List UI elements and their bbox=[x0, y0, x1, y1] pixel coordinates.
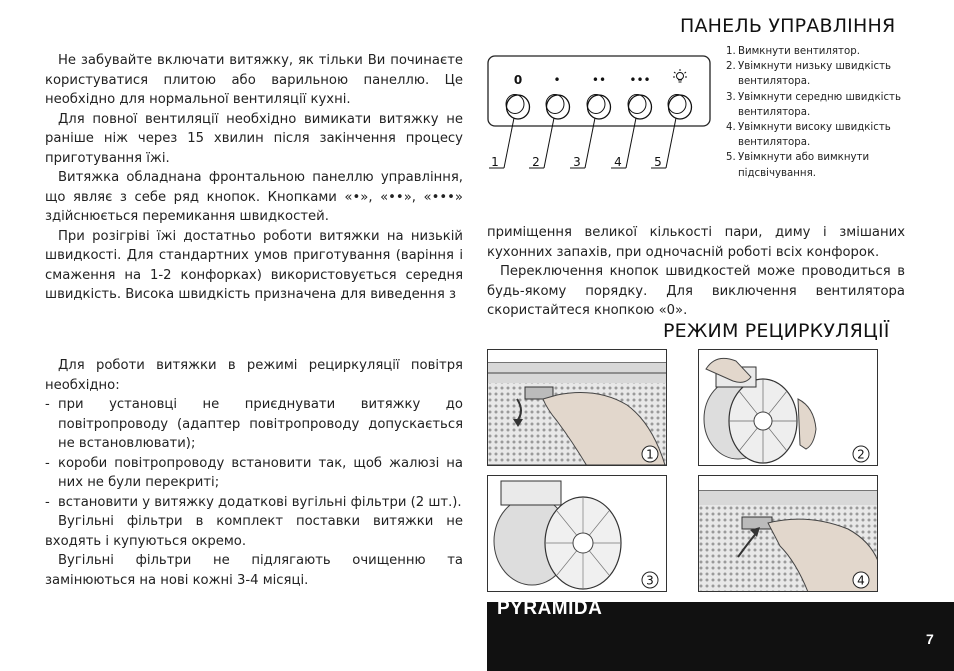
left-column-bottom bbox=[45, 356, 463, 590]
photo-number-badge bbox=[640, 444, 660, 464]
button-symbol: ••• bbox=[629, 73, 651, 87]
control-panel-diagram bbox=[487, 55, 712, 175]
paragraph: Витяжка обладнана фронтальною панеллю управління, що являє з себе ряд кнопок. Кнопками «•», «••», «•••» здійснюється перемикання швидкостей. bbox=[45, 170, 463, 224]
callout-number: 3 bbox=[573, 155, 581, 169]
paragraph: приміщення великої кількості пари, диму і змішаних кухонних запахів, при одночасній роботі всіх конфорок. bbox=[487, 225, 905, 260]
requirements-list bbox=[45, 395, 463, 512]
control-steps-list bbox=[726, 44, 926, 181]
paragraph: При розігріві їжі достатньо роботи витяжки на низькій швидкості. Для стандартних умов приготування (варіння і смаження на 1-2 конфорках) використовується середня швидкість. Висока швидкість призначена для виведення з bbox=[45, 228, 463, 302]
callout-number: 4 bbox=[614, 155, 622, 169]
button-symbol: •• bbox=[591, 73, 607, 87]
left-column-top bbox=[45, 51, 463, 305]
paragraph: Вугільні фільтри в комплект поставки витяжки не входять і купуються окремо. bbox=[45, 514, 463, 549]
svg-text:1: 1 bbox=[646, 447, 654, 462]
photo-number-badge bbox=[851, 444, 871, 464]
svg-text:2: 2 bbox=[857, 447, 865, 462]
speed-0-button bbox=[506, 95, 530, 120]
list-item: 4. Увімкнути високу швидкість вентилятора. bbox=[726, 122, 891, 149]
recirculation-heading: РЕЖИМ РЕЦИРКУЛЯЦІЇ bbox=[663, 320, 890, 342]
list-item: 2. Увімкнути низьку швидкість вентилятора. bbox=[726, 61, 892, 88]
paragraph: Для роботи витяжки в режимі рециркуляції повітря необхідно: bbox=[45, 358, 463, 393]
paragraph: Переключення кнопок швидкостей може проводиться в будь-якому порядку. Для виключення вентилятора скористайтеся кнопкою «0». bbox=[487, 264, 905, 318]
callout-number: 1 bbox=[491, 155, 499, 169]
list-item: 1. Вимкнути вентилятор. bbox=[726, 46, 860, 57]
button-symbol: 0 bbox=[513, 73, 523, 87]
svg-text:4: 4 bbox=[857, 573, 865, 588]
page-number: 7 bbox=[926, 631, 934, 647]
light-button bbox=[668, 95, 692, 120]
list-item: - при установці не приєднувати витяжку до повітропроводу (адаптер повітропроводу допускається не встановлювати); bbox=[45, 395, 463, 454]
brand-logo: PYRAMIDA bbox=[497, 598, 603, 619]
speed-1-button bbox=[546, 95, 570, 120]
photo-number-badge bbox=[640, 570, 660, 590]
speed-3-button bbox=[628, 95, 652, 120]
svg-text:3: 3 bbox=[646, 573, 654, 588]
speed-2-button bbox=[587, 95, 611, 120]
paragraph: Не забувайте включати витяжку, як тільки Ви починаєте користуватися плитою або варильною панеллю. Це необхідно для нормальної вентиляції кухні. bbox=[45, 53, 463, 107]
list-item: 3. Увімкнути середню швидкість вентилятора. bbox=[726, 91, 901, 118]
photo-number-badge bbox=[851, 570, 871, 590]
callout-number: 5 bbox=[654, 155, 662, 169]
paragraph: Вугільні фільтри не підлягають очищенню та замінюються на нові кожні 3-4 місяці. bbox=[45, 553, 463, 588]
list-item: 5. Увімкнути або вимкнути підсвічування. bbox=[726, 152, 870, 179]
right-column-top bbox=[487, 184, 905, 321]
paragraph: Для повної вентиляції необхідно вимикати витяжку не раніше ніж через 15 хвилин після закінчення процесу приготування їжі. bbox=[45, 111, 463, 166]
button-symbol: • bbox=[553, 73, 561, 87]
callout-number: 2 bbox=[532, 155, 540, 169]
list-item: - встановити у витяжку додаткові вугільні фільтри (2 шт.). bbox=[45, 493, 463, 513]
control-panel-heading: ПАНЕЛЬ УПРАВЛІННЯ bbox=[680, 15, 896, 37]
list-item: - короби повітропроводу встановити так, щоб жалюзі на них не були перекриті; bbox=[45, 454, 463, 493]
